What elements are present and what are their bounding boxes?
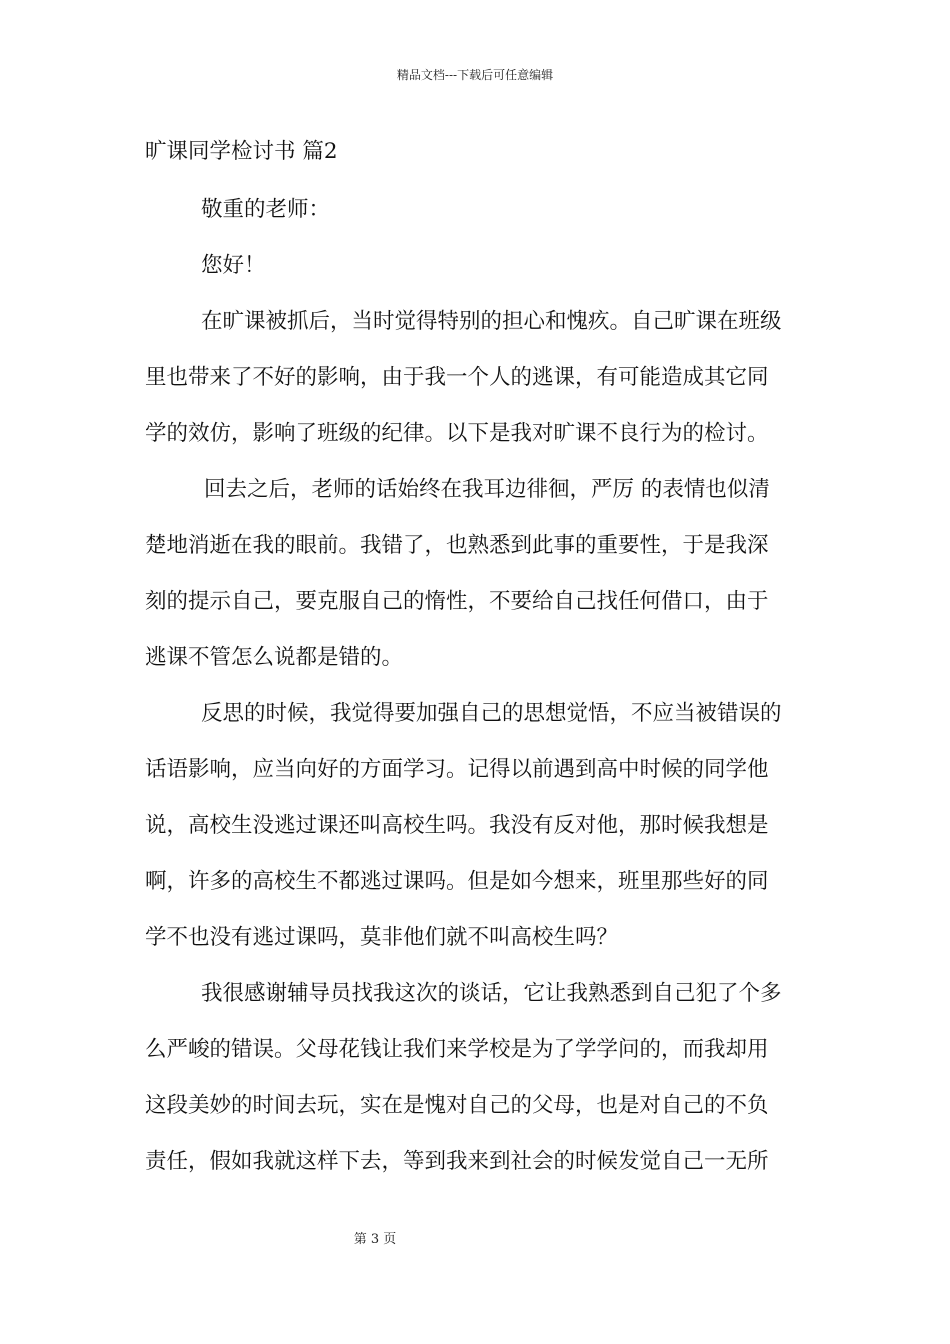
- salutation-line: 敬重的老师：: [201, 197, 331, 222]
- document-title: 旷课同学检讨书 篇2: [145, 139, 338, 164]
- paragraph-2-line-1: 回去之后，老师的话始终在我耳边徘徊，严厉 的表情也似清: [204, 477, 770, 502]
- paragraph-2-line-2: 楚地消逝在我的眼前。我错了，也熟悉到此事的重要性，于是我深: [145, 533, 769, 558]
- paragraph-3-line-1: 反思的时候，我觉得要加强自己的思想觉悟，不应当被错误的: [201, 701, 782, 726]
- paragraph-4-line-2: 么严峻的错误。父母花钱让我们来学校是为了学学问的，而我却用: [145, 1037, 769, 1062]
- document-body: [145, 130, 810, 1196]
- paragraph-2-line-3: 刻的提示自己，要克服自己的惰性，不要给自己找任何借口，由于: [145, 589, 769, 614]
- page-header: 精品文档---下载后可任意编辑: [396, 68, 554, 82]
- paragraph-3-line-5: 学不也没有逃过课吗，莫非他们就不叫高校生吗？: [145, 925, 619, 950]
- paragraph-1-line-2: 里也带来了不好的影响，由于我一个人的逃课，有可能造成其它同: [145, 365, 769, 390]
- paragraph-3-line-2: 话语影响，应当向好的方面学习。记得以前遇到高中时候的同学他: [145, 757, 769, 782]
- paragraph-4-line-4: 责任，假如我就这样下去，等到我来到社会的时候发觉自己一无所: [145, 1149, 769, 1174]
- paragraph-2-line-4: 逃课不管怎么说都是错的。: [145, 645, 404, 670]
- paragraph-4-line-1: 我很感谢辅导员找我这次的谈话，它让我熟悉到自己犯了个多: [201, 981, 782, 1006]
- paragraph-4-line-3: 这段美妙的时间去玩，实在是愧对自己的父母，也是对自己的不负: [145, 1093, 769, 1118]
- paragraph-3-line-3: 说，高校生没逃过课还叫高校生吗。我没有反对他，那时候我想是: [145, 813, 769, 838]
- paragraph-3-line-4: 啊，许多的高校生不都逃过课吗。但是如今想来，班里那些好的同: [145, 869, 769, 894]
- greeting-line: 您好！: [201, 253, 266, 278]
- paragraph-1-line-1: 在旷课被抓后，当时觉得特别的担心和愧疚。自己旷课在班级: [201, 309, 782, 334]
- paragraph-1-line-3: 学的效仿，影响了班级的纪律。以下是我对旷课不良行为的检讨。: [145, 421, 769, 446]
- page-number: 第 3 页: [353, 1232, 397, 1247]
